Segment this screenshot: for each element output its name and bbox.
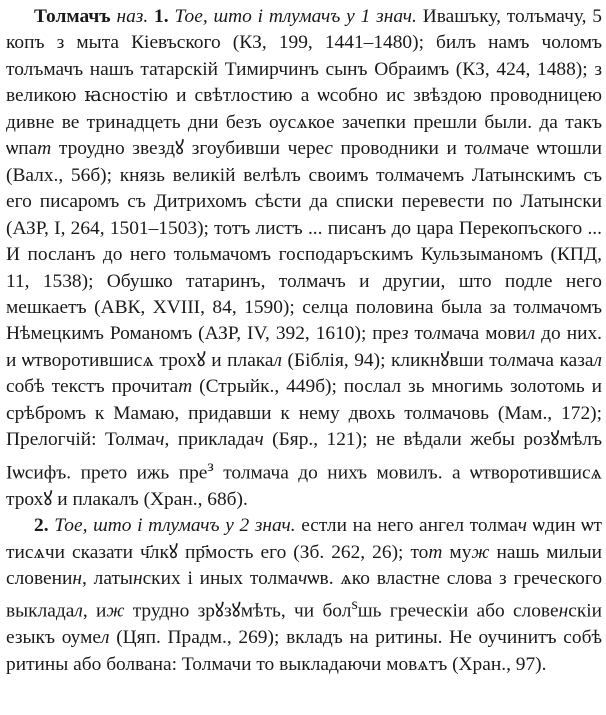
sense-1-text-l: (Бяр., 121); не вѣдали жебы розꙋмѣлъ Іѡсифъ. прето ижь пре <box>6 429 602 484</box>
sense-1-italic-g: л <box>273 349 283 371</box>
sense-1-text-b: проводники и то <box>332 138 483 160</box>
sense-2-text-c: нашь милыи словени <box>6 541 602 589</box>
sense-2-italic-b: т <box>428 541 443 563</box>
sense-2-definition: Тое, што і тлумачъ у 2 знач. <box>54 515 296 537</box>
sense-1-italic-k: ч <box>155 429 165 451</box>
sense-number-1: 1. <box>154 6 169 27</box>
sense-1-italic-a: т <box>37 138 52 160</box>
sense-2-text-b: му <box>442 541 472 563</box>
sense-1-text-k: , приклада <box>164 429 255 451</box>
sense-1-italic-b: с <box>324 138 333 160</box>
dictionary-entry <box>6 4 602 710</box>
sense-1-italic-c: л <box>482 138 491 160</box>
sense-1-text-h: мача каза <box>515 349 594 371</box>
sense-1-superscript-m: з <box>207 457 214 475</box>
sense-2-text-a: ѡдин ѡт тисѧчи сказати ч҃лкꙋ пр҃мость его (Зб. 262, 26); то <box>6 515 602 563</box>
sense-2-italic-f: ч <box>298 567 308 589</box>
sense-2-italic-g: л <box>74 600 83 622</box>
sense-2-italic-d: н <box>72 567 83 589</box>
part-of-speech: наз. <box>116 6 149 27</box>
sense-1-text-c: маче ѡтошли (Валх., 56б); князь великій велѣлъ своимъ толмачемъ Латынскимъ съ его писаромъ съ Дитрихомъ сѣсти да списки перевести по Латынски (АЗР, I, 264, 1501–1503); тотъ листъ ... писанъ до цара Перекопъского ... И посланъ до него тольмачомъ господаръскимъ Кульзыманомъ (КПД, 11, 1538); Обушко татаринъ, толмачъ и другии, што подле него мешкаетъ (АВК, XVIII, 84, 1590); селца половина была за толмачомъ Нѣмецкимъ Романомъ (АЗР, IV, 392, 1610); пре <box>6 138 602 345</box>
sense-2-text: естли на него ангел толма <box>295 515 518 537</box>
sense-1-italic-f: л <box>526 323 536 345</box>
sense-2-italic-h: ж <box>106 600 125 622</box>
sense-2-text-d: , латы <box>82 567 133 589</box>
sense-1-paragraph <box>6 4 602 513</box>
headword: Толмачъ <box>34 6 111 27</box>
sense-2-italic-j: н <box>558 600 569 622</box>
sense-1-definition: Тое, што і тлумачъ у 1 знач. <box>174 6 417 27</box>
sense-1-italic-e: л <box>432 323 441 345</box>
sense-1-text-g: (Біблія, 94); кликнꙋвши то <box>282 349 508 371</box>
sense-2-superscript-i: ѕ <box>351 596 358 614</box>
sense-1-italic-l: ч <box>254 429 264 451</box>
sense-2-italic-e: н <box>132 567 143 589</box>
sense-2-text-g: , и <box>82 600 107 622</box>
sense-2-text-f: ѡв. ѧко властне слова з греческого выклада <box>6 567 602 622</box>
sense-2-text-j: скіи езыкъ оуме <box>6 600 602 649</box>
sense-1-text-m: толмача до нихъ мовилъ. а ѡтворотившисѧ трохꙋ и плакалъ (Хран., 68б). <box>6 462 602 510</box>
sense-2-italic-a: ч <box>517 515 528 537</box>
sense-1-text-a: троудно звездꙋ згоубивши чере <box>51 138 325 160</box>
sense-2-paragraph <box>6 513 602 678</box>
sense-1-text-f: до них. и ѡтворотившисѧ трохꙋ и плака <box>6 323 602 371</box>
sense-2-text-k: (Цяп. Прадм., 269); вкладъ на ритины. Не оучинитъ собѣ ритины або болвана: Толмачи то выкладаючи мовѧтъ (Хран., 97). <box>6 627 602 675</box>
sense-2-text-i: шь греческіи або слове <box>357 600 559 622</box>
sense-1-text-e: мача мови <box>440 323 527 345</box>
sense-2-text-h: трудно зрꙋзꙋмѣть, чи бол <box>124 600 352 622</box>
sense-1-italic-h: л <box>507 349 516 371</box>
sense-1-italic-j: т <box>178 376 193 398</box>
sense-1-text-j: (Стрыйк., 449б); послал зь многимь золотомь и срѣбромъ к Мамаю, придавши к нему двохь толмачовь (Мам., 172); Прелогчій: Толма <box>6 376 602 451</box>
sense-1-italic-d: з <box>401 323 409 345</box>
sense-1-text: Ивашъку, толъмачу, 5 копъ з мыта Кіевъского (КЗ, 199, 1441–1480); билъ намъ чоломъ толъмачъ нашъ татарскій Тимирчинъ сынъ Обраимъ (КЗ, 424, 1488); з великою ꙗсностію и свѣтлостию а ѡсобно ис звѣздою проводницею дивне ве тринадцеть дни безъ оусѧкое зачепки прешли были. да такъ ѡпа <box>6 6 602 160</box>
sense-1-italic-i: л <box>593 349 602 371</box>
sense-number-2: 2. <box>34 515 49 537</box>
sense-2-italic-k: л <box>101 627 110 649</box>
sense-1-text-i: собѣ текстъ прочита <box>6 376 179 398</box>
sense-2-italic-c: ж <box>471 541 490 563</box>
sense-1-text-d: то <box>408 323 433 345</box>
sense-2-text-e: ских і иных толма <box>142 567 299 589</box>
